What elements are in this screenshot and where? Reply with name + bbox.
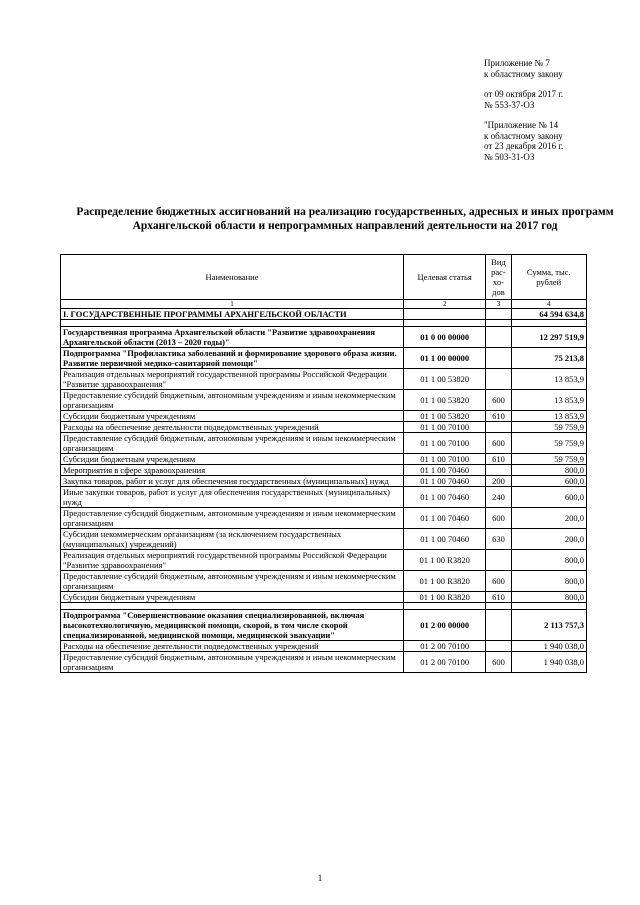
row-sum-cell: 200,0 <box>511 529 586 550</box>
row-expense-type-cell: 240 <box>486 487 511 508</box>
spacer-cell <box>61 320 404 327</box>
row-code-cell: 01 1 00 00000 <box>404 348 486 369</box>
header-sum: Сумма, тыс. рублей <box>511 255 586 300</box>
table-row <box>61 327 587 348</box>
column-number-row <box>61 300 587 309</box>
table-row <box>61 571 587 592</box>
row-sum-cell: 2 113 757,3 <box>511 610 586 641</box>
table-row <box>61 390 587 411</box>
row-name-cell: Реализация отдельных мероприятий государственной программы Российской Федерации "Развитие здравоохранения" <box>61 369 404 390</box>
row-expense-type-cell <box>486 641 511 652</box>
row-name-cell: Расходы на обеспечение деятельности подведомственных учреждений <box>61 641 404 652</box>
row-sum-cell: 600,0 <box>511 487 586 508</box>
row-code-cell: 01 2 00 70100 <box>404 652 486 673</box>
spacer-cell <box>404 320 486 327</box>
row-name-cell: Закупка товаров, работ и услуг для обеспечения государственных (муниципальных) нужд <box>61 476 404 487</box>
row-expense-type-cell: 610 <box>486 592 511 603</box>
table-row <box>61 529 587 550</box>
column-number: 4 <box>511 300 586 309</box>
row-name-cell: Субсидии бюджетным учреждениям <box>61 592 404 603</box>
header-expense-type: Вид рас-хо-дов <box>486 255 511 300</box>
document-title: Распределение бюджетных ассигнований на реализацию государственных, адресных и иных программ Архангельской области и непрограммных направлений деятельности на 2017 год <box>76 206 614 232</box>
table-row <box>61 610 587 641</box>
row-name-cell: Мероприятия в сфере здравоохранения <box>61 465 404 476</box>
row-name-cell: Государственная программа Архангельской области "Развитие здравоохранения Архангельской области (2013 – 2020 годы)" <box>61 327 404 348</box>
row-code-cell: 01 1 00 70100 <box>404 454 486 465</box>
row-expense-type-cell: 630 <box>486 529 511 550</box>
row-sum-cell: 59 759,9 <box>511 454 586 465</box>
column-number: 1 <box>61 300 404 309</box>
row-code-cell: 01 1 00 R3820 <box>404 550 486 571</box>
row-name-cell: Иные закупки товаров, работ и услуг для обеспечения государственных (муниципальных) нужд <box>61 487 404 508</box>
appendix-line: № 503-31-ОЗ <box>484 151 535 162</box>
row-code-cell: 01 1 00 53820 <box>404 369 486 390</box>
row-sum-cell: 13 853,9 <box>511 390 586 411</box>
row-code-cell: 01 2 00 00000 <box>404 610 486 641</box>
row-name-cell: Реализация отдельных мероприятий государственной программы Российской Федерации "Развитие здравоохранения" <box>61 550 404 571</box>
spacer-cell <box>404 603 486 610</box>
table-body <box>61 309 587 673</box>
row-code-cell: 01 1 00 53820 <box>404 390 486 411</box>
spacer-cell <box>511 320 586 327</box>
appendix-line: к областному закону <box>484 130 563 141</box>
row-sum-cell: 800,0 <box>511 592 586 603</box>
table-row <box>61 550 587 571</box>
row-expense-type-cell: 600 <box>486 571 511 592</box>
table-row <box>61 508 587 529</box>
row-code-cell: 01 1 00 53820 <box>404 411 486 422</box>
row-code-cell: 01 1 00 R3820 <box>404 571 486 592</box>
row-code-cell: 01 0 00 00000 <box>404 327 486 348</box>
spacer-cell <box>61 603 404 610</box>
row-sum-cell: 12 297 519,9 <box>511 327 586 348</box>
row-code-cell: 01 1 00 70100 <box>404 422 486 433</box>
table-row <box>61 641 587 652</box>
appendix-line: "Приложение № 14 <box>484 120 559 130</box>
header-target-article: Целевая статья <box>404 255 486 300</box>
row-expense-type-cell: 610 <box>486 454 511 465</box>
row-name-cell: Предоставление субсидий бюджетным, автономным учреждениям и иным некоммерческим организациям <box>61 433 404 454</box>
row-name-cell: Субсидии бюджетным учреждениям <box>61 454 404 465</box>
page-number: 1 <box>317 873 323 883</box>
row-expense-type-cell: 600 <box>486 652 511 673</box>
row-expense-type-cell <box>486 369 511 390</box>
row-expense-type-cell <box>486 422 511 433</box>
row-expense-type-cell: 200 <box>486 476 511 487</box>
appendix-line: к областному закону <box>484 68 563 79</box>
row-sum-cell: 200,0 <box>511 508 586 529</box>
row-sum-cell: 600,0 <box>511 476 586 487</box>
table-row <box>61 476 587 487</box>
row-sum-cell: 1 940 038,0 <box>511 652 586 673</box>
appendix-gap <box>484 79 634 89</box>
table-row <box>61 309 587 320</box>
table-row <box>61 465 587 476</box>
appendix-line: от 23 декабря 2016 г. <box>484 141 564 151</box>
row-code-cell: 01 1 00 R3820 <box>404 592 486 603</box>
row-code-cell: 01 1 00 70460 <box>404 508 486 529</box>
budget-table <box>60 254 587 673</box>
row-expense-type-cell <box>486 327 511 348</box>
row-name-cell: Предоставление субсидий бюджетным, автономным учреждениям и иным некоммерческим организациям <box>61 508 404 529</box>
table-row <box>61 454 587 465</box>
row-name-cell: Расходы на обеспечение деятельности подведомственных учреждений <box>61 422 404 433</box>
table-row <box>61 652 587 673</box>
row-sum-cell: 13 853,9 <box>511 411 586 422</box>
row-expense-type-cell <box>486 465 511 476</box>
table-row <box>61 487 587 508</box>
appendix-line: от 09 октября 2017 г. <box>484 89 564 99</box>
row-sum-cell: 13 853,9 <box>511 369 586 390</box>
appendix-line: Приложение № 7 <box>484 58 550 68</box>
row-code-cell: 01 1 00 70460 <box>404 487 486 508</box>
table-row <box>61 348 587 369</box>
row-expense-type-cell: 610 <box>486 411 511 422</box>
row-name-cell: Подпрограмма "Совершенствование оказания специализированной, включая высокотехнологичную, медицинской помощи, скорой, в том числе скорой специализированной, медицинской помощи, медицинской эвакуации" <box>61 610 404 641</box>
row-code-cell: 01 2 00 70100 <box>404 641 486 652</box>
appendix-line: № 553-37-ОЗ <box>484 99 535 110</box>
row-expense-type-cell <box>486 550 511 571</box>
row-code-cell: 01 1 00 70460 <box>404 476 486 487</box>
row-expense-type-cell: 600 <box>486 433 511 454</box>
appendix-gap <box>484 110 634 120</box>
row-sum-cell: 800,0 <box>511 465 586 476</box>
row-sum-cell: 59 759,9 <box>511 433 586 454</box>
row-sum-cell: 1 940 038,0 <box>511 641 586 652</box>
row-expense-type-cell <box>486 309 511 320</box>
table-row <box>61 592 587 603</box>
row-sum-cell: 59 759,9 <box>511 422 586 433</box>
spacer-cell <box>486 603 511 610</box>
row-name-cell: Предоставление субсидий бюджетным, автономным учреждениям и иным некоммерческим организациям <box>61 652 404 673</box>
row-expense-type-cell: 600 <box>486 390 511 411</box>
header-name: Наименование <box>61 255 404 300</box>
column-number: 2 <box>404 300 486 309</box>
spacer-row <box>61 320 587 327</box>
row-name-cell: Подпрограмма "Профилактика заболеваний и формирование здорового образа жизни. Развитие первичной медико-санитарной помощи" <box>61 348 404 369</box>
row-expense-type-cell <box>486 610 511 641</box>
row-name-cell: Субсидии некоммерческим организациям (за исключением государственных (муниципальных) учреждений) <box>61 529 404 550</box>
row-name-cell: I. ГОСУДАРСТВЕННЫЕ ПРОГРАММЫ АРХАНГЕЛЬСКОЙ ОБЛАСТИ <box>61 309 404 320</box>
spacer-cell <box>511 603 586 610</box>
row-code-cell: 01 1 00 70100 <box>404 433 486 454</box>
row-sum-cell: 800,0 <box>511 550 586 571</box>
row-sum-cell: 800,0 <box>511 571 586 592</box>
appendix-block <box>484 58 634 162</box>
row-name-cell: Предоставление субсидий бюджетным, автономным учреждениям и иным некоммерческим организациям <box>61 571 404 592</box>
spacer-cell <box>486 320 511 327</box>
table-row <box>61 411 587 422</box>
column-number: 3 <box>486 300 511 309</box>
row-expense-type-cell: 600 <box>486 508 511 529</box>
row-expense-type-cell <box>486 348 511 369</box>
row-code-cell: 01 1 00 70460 <box>404 529 486 550</box>
table-row <box>61 433 587 454</box>
spacer-row <box>61 603 587 610</box>
table-row <box>61 422 587 433</box>
table-row <box>61 369 587 390</box>
row-sum-cell: 75 213,8 <box>511 348 586 369</box>
row-sum-cell: 64 594 634,8 <box>511 309 586 320</box>
row-name-cell: Предоставление субсидий бюджетным, автономным учреждениям и иным некоммерческим организациям <box>61 390 404 411</box>
row-code-cell: 01 1 00 70460 <box>404 465 486 476</box>
table-header-row <box>61 255 587 300</box>
row-name-cell: Субсидии бюджетным учреждениям <box>61 411 404 422</box>
row-code-cell <box>404 309 486 320</box>
